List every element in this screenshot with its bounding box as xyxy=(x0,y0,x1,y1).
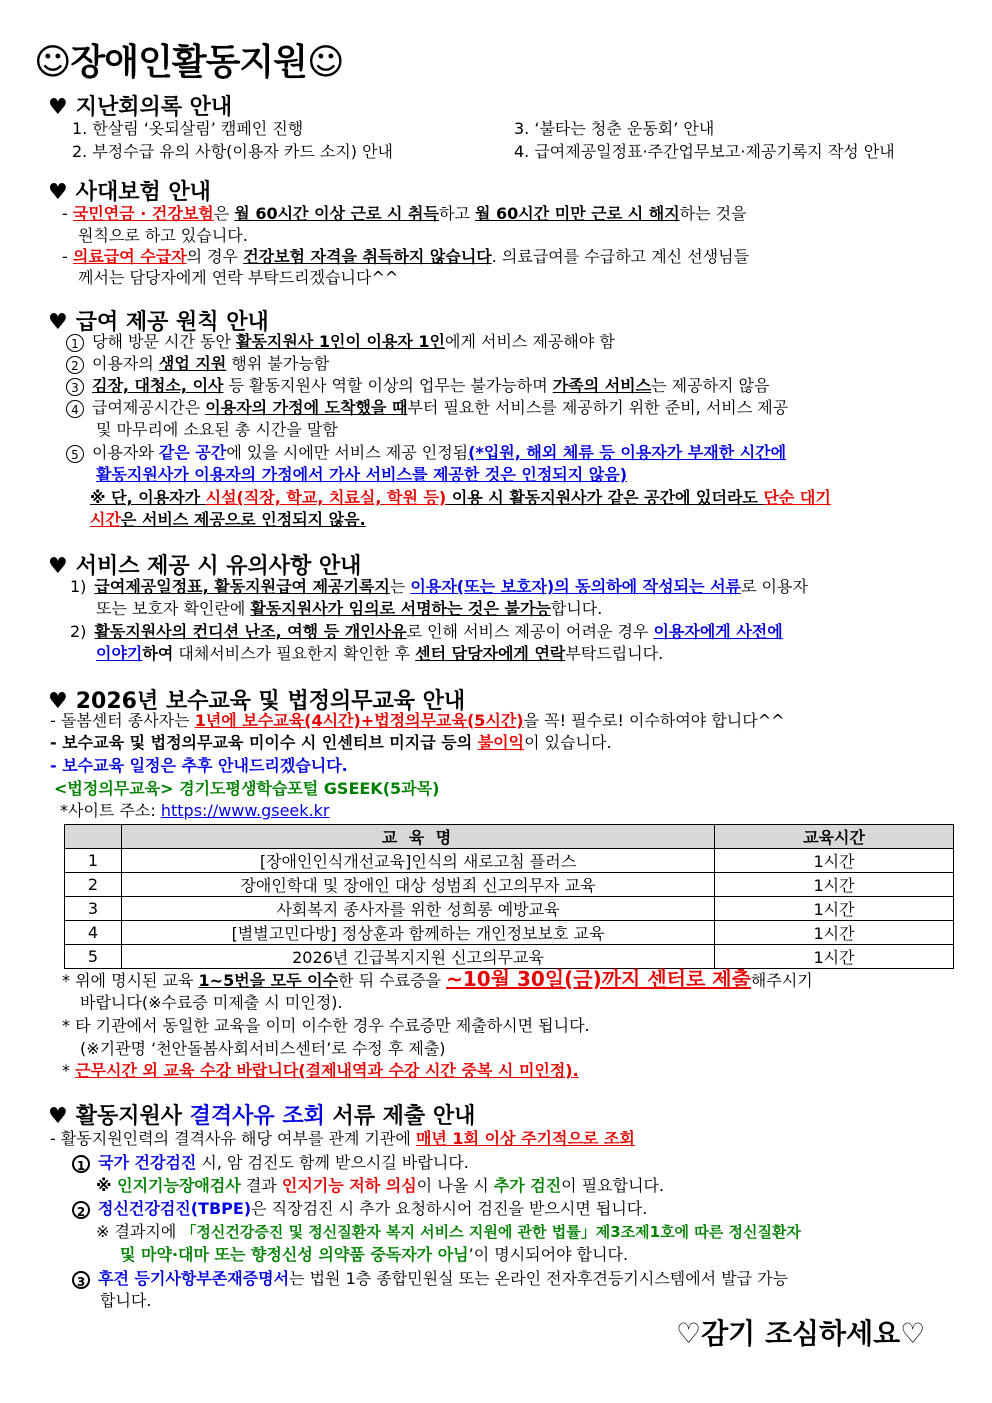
table-row xyxy=(65,945,954,969)
disqualification-item-2-note: ※ 결과지에 「정신건강증진 및 정신질환자 복지 서비스 지원에 관한 법률」제3조제1호에 따른 정신질환자 xyxy=(96,1222,801,1241)
heart-icon: ♥ xyxy=(48,180,68,205)
meeting-item-3: 3. ‘불타는 청춘 운동회’ 안내 xyxy=(514,119,715,138)
education-note-2: * 타 기관에서 동일한 교육을 이미 이수한 경우 수료증만 제출하시면 됩니다. xyxy=(62,1016,590,1035)
caution-item-1: 1) 급여제공일정표, 활동지원급여 제공기록지는 이용자(또는 보호자)의 동의하에 작성되는 서류로 이용자 xyxy=(70,577,808,596)
table-cell-hours: 1시간 xyxy=(715,945,954,969)
footer-message: ♡감기 조심하세요♡ xyxy=(676,1317,926,1350)
principle-item-1: 1 당해 방문 시간 동안 활동지원사 1인이 이용자 1인에게 서비스 제공해야 함 xyxy=(66,331,615,353)
disqualification-item-2-note-cont: 및 마약·대마 또는 향정신성 의약품 중독자가 아님’이 명시되어야 합니다. xyxy=(120,1245,629,1264)
disqualification-item-3-cont: 합니다. xyxy=(100,1291,152,1310)
disqualification-item-1: 1 국가 건강검진 시, 암 검진도 함께 받으시길 바랍니다. xyxy=(72,1152,469,1174)
insurance-line-4: 께서는 담당자에게 연락 부탁드리겠습니다^^ xyxy=(78,268,399,287)
principle-item-5-cont: 활동지원사가 이용자의 가정에서 가사 서비스를 제공한 것은 인정되지 않음) xyxy=(96,465,628,484)
principle-note-cont: 시간은 서비스 제공으로 인정되지 않음. xyxy=(90,510,366,529)
insurance-line-2: 원칙으로 하고 있습니다. xyxy=(78,226,248,245)
table-row xyxy=(65,873,954,897)
heart-icon: ♥ xyxy=(48,1104,68,1129)
table-row xyxy=(65,897,954,921)
table-cell-name: 사회복지 종사자를 위한 성희롱 예방교육 xyxy=(122,897,715,921)
caution-item-2: 2) 활동지원사의 컨디션 난조, 여행 등 개인사유로 인해 서비스 제공이 어려운 경우 이용자에게 사전에 xyxy=(70,622,783,641)
education-line-1: - 돌봄센터 종사자는 1년에 보수교육(4시간)+법정의무교육(5시간)을 꼭! 필수로! 이수하여야 합니다^^ xyxy=(50,711,785,730)
principle-item-2: 2 이용자의 생업 지원 행위 불가능함 xyxy=(66,353,329,375)
principle-item-5: 5 이용자와 같은 공간에 있을 시에만 서비스 제공 인정됨(*입원, 해외 체류 등 이용자가 부재한 시간에 xyxy=(66,442,786,464)
table-cell-name: [별별고민다방] 정상훈과 함께하는 개인정보보호 교육 xyxy=(122,921,715,945)
table-header-row xyxy=(65,825,954,849)
table-header-name: 교 육 명 xyxy=(122,825,715,849)
table-cell-num: 2 xyxy=(65,873,122,897)
disqualification-item-3: 3 후견 등기사항부존재증명서는 법원 1층 종합민원실 또는 온라인 전자후견등기시스템에서 발급 가능 xyxy=(72,1268,788,1290)
caution-item-2-cont: 이야기하여 대체서비스가 필요한지 확인한 후 센터 담당자에게 연락부탁드립니다. xyxy=(96,644,664,663)
table-cell-hours: 1시간 xyxy=(715,897,954,921)
table-row xyxy=(65,849,954,873)
insurance-line-3: - 의료급여 수급자의 경우 건강보험 자격을 취득하지 않습니다. 의료급여를 수급하고 계신 선생님들 xyxy=(62,247,750,266)
education-note-1: * 위에 명시된 교육 1~5번을 모두 이수한 뒤 수료증을 ~10월 30일(금)까지 센터로 제출해주시기 xyxy=(62,967,813,991)
table-cell-hours: 1시간 xyxy=(715,873,954,897)
heart-icon: ♥ xyxy=(48,689,68,714)
disqualification-line-1: - 활동지원인력의 결격사유 해당 여부를 관계 기관에 매년 1회 이상 주기적으로 조회 xyxy=(50,1129,635,1148)
table-row xyxy=(65,921,954,945)
education-line-3: - 보수교육 일정은 추후 안내드리겠습니다. xyxy=(50,756,348,775)
principle-item-3: 3 김장, 대청소, 이사 등 활동지원사 역할 이상의 업무는 불가능하며 가족의 서비스는 제공하지 않음 xyxy=(66,375,769,397)
meeting-item-4: 4. 급여제공일정표·주간업무보고·제공기록지 작성 안내 xyxy=(514,142,895,161)
table-cell-num: 5 xyxy=(65,945,122,969)
section-heading-text: 급여 제공 원칙 안내 xyxy=(75,310,269,335)
section-heading-meeting xyxy=(48,90,232,121)
disqualification-item-1-note: ※ 인지기능장애검사 결과 인지기능 저하 의심이 나올 시 추가 검진이 필요합니다. xyxy=(96,1176,665,1195)
page-title: ☺장애인활동지원☺ xyxy=(34,42,344,83)
heart-icon: ♥ xyxy=(48,554,68,579)
education-note-1-cont: 바랍니다(※수료증 미제출 시 미인정). xyxy=(80,993,343,1012)
table-cell-name: 2026년 긴급복지지원 신고의무교육 xyxy=(122,945,715,969)
principle-item-4-cont: 및 마무리에 소요된 총 시간을 말함 xyxy=(96,420,338,439)
meeting-item-2: 2. 부정수급 유의 사항(이용자 카드 소지) 안내 xyxy=(72,142,394,161)
education-table xyxy=(64,824,954,969)
education-note-3: * 근무시간 외 교육 수강 바랍니다(결제내역과 수강 시간 중복 시 미인정). xyxy=(62,1061,579,1080)
section-heading-text: 사대보험 안내 xyxy=(75,180,211,205)
table-cell-hours: 1시간 xyxy=(715,921,954,945)
table-cell-name: [장애인인식개선교육]인식의 새로고침 플러스 xyxy=(122,849,715,873)
education-note-2-cont: (※기관명 ‘천안돌봄사회서비스센터’로 수정 후 제출) xyxy=(80,1039,446,1058)
section-heading-text: 2026년 보수교육 및 법정의무교육 안내 xyxy=(75,689,466,714)
table-cell-name: 장애인학대 및 장애인 대상 성범죄 신고의무자 교육 xyxy=(122,873,715,897)
heart-icon: ♥ xyxy=(48,95,68,120)
caution-item-1-cont: 또는 보호자 확인란에 활동지원사가 임의로 서명하는 것은 불가능합니다. xyxy=(96,599,603,618)
table-header-hours: 교육시간 xyxy=(715,825,954,849)
site-address: *사이트 주소: https://www.gseek.kr xyxy=(60,801,330,820)
education-line-4: <법정의무교육> 경기도평생학습포털 GSEEK(5과목) xyxy=(54,779,440,798)
education-line-2: - 보수교육 및 법정의무교육 미이수 시 인센티브 미지급 등의 불이익이 있습니다. xyxy=(50,733,612,752)
section-heading-disqualification: ♥ 활동지원사 결격사유 조회 서류 제출 안내 xyxy=(48,1104,476,1129)
principle-note: ※ 단, 이용자가 시설(직장, 학교, 치료실, 학원 등) 이용 시 활동지원사가 같은 공간에 있더라도 단순 대기 xyxy=(90,488,831,507)
meeting-item-1: 1. 한살림 ‘옷되살림’ 캠페인 진행 xyxy=(72,119,304,138)
section-heading-text: 서비스 제공 시 유의사항 안내 xyxy=(75,554,362,579)
table-cell-num: 1 xyxy=(65,849,122,873)
heart-icon: ♥ xyxy=(48,310,68,335)
table-cell-num: 4 xyxy=(65,921,122,945)
disqualification-item-2: 2 정신건강검진(TBPE)은 직장검진 시 추가 요청하시어 검진을 받으시면 됩니다. xyxy=(72,1198,647,1220)
table-cell-hours: 1시간 xyxy=(715,849,954,873)
table-header-num xyxy=(65,825,122,849)
section-heading-insurance xyxy=(48,175,211,206)
table-cell-num: 3 xyxy=(65,897,122,921)
insurance-line-1: - 국민연금 · 건강보험은 월 60시간 이상 근로 시 취득하고 월 60시간 미만 근로 시 해지하는 것을 xyxy=(62,204,747,223)
section-heading-text: 지난회의록 안내 xyxy=(75,95,233,120)
gseek-link[interactable]: https://www.gseek.kr xyxy=(160,801,330,820)
principle-item-4: 4 급여제공시간은 이용자의 가정에 도착했을 때부터 필요한 서비스를 제공하기 위한 준비, 서비스 제공 xyxy=(66,397,788,419)
